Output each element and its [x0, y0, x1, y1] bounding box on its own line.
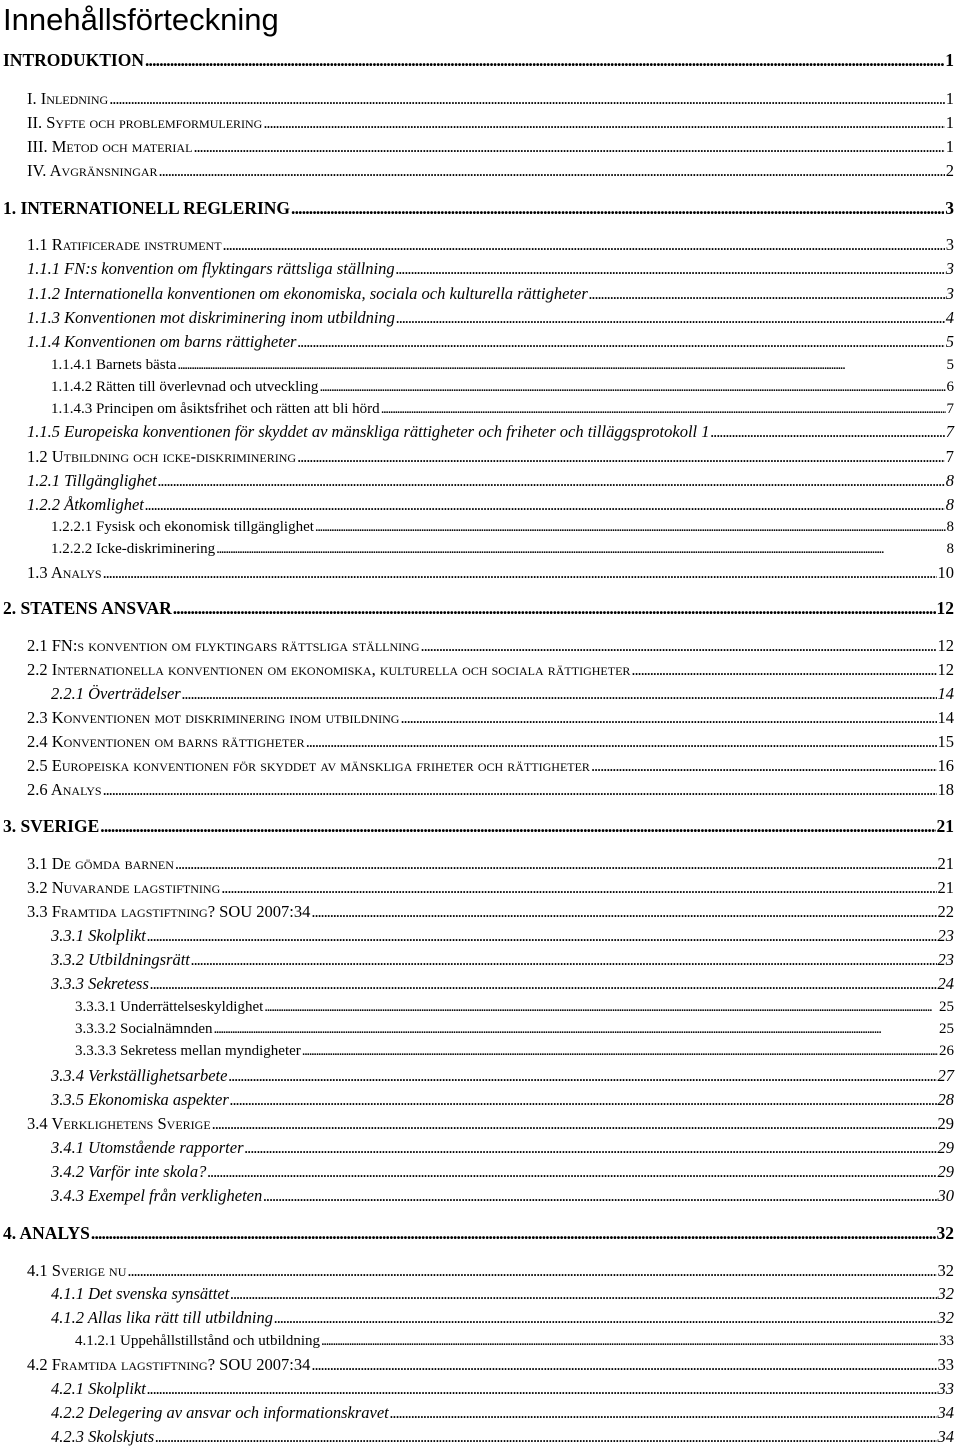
toc-entry[interactable]	[0, 198, 960, 222]
toc-page-number: 8	[946, 541, 954, 557]
toc-entry-text: 1.3 Analys	[27, 563, 102, 582]
toc-leader	[230, 1090, 937, 1110]
toc-entry-text: 3.3 Framtida lagstiftning? SOU 2007:34	[27, 902, 311, 921]
toc-entry-text: II. Syfte och problemformulering	[27, 113, 263, 132]
toc-entry[interactable]	[0, 999, 960, 1019]
toc-page-number: 3	[945, 235, 954, 254]
toc-page-number: 23	[937, 926, 954, 945]
toc-entry-text: 1.1.3 Konventionen mot diskriminering inom utbildning	[27, 308, 396, 327]
toc-entry-text: 3.4.2 Varför inte skola?	[51, 1162, 207, 1181]
toc-page-number: 5	[946, 357, 954, 373]
toc-entry-text: 3.3.5 Ekonomiska aspekter	[51, 1090, 229, 1109]
toc-entry[interactable]	[0, 332, 960, 355]
toc-page-number: 8	[945, 495, 954, 514]
toc-entry[interactable]	[0, 471, 960, 494]
toc-entry-text: 1.1.4.3 Principen om åsiktsfrihet och rätten att bli hörd	[51, 401, 380, 417]
toc-entry-text: 1. INTERNATIONELL REGLERING	[3, 198, 291, 218]
toc-entry-text: 1.1.5 Europeiska konventionen för skyddet av mänskliga rättigheter och friheter och tilläggsprotokoll 1	[27, 422, 710, 441]
toc-entry[interactable]	[0, 1162, 960, 1185]
toc-leader	[191, 950, 937, 970]
toc-leader	[321, 1333, 938, 1350]
toc-entry[interactable]	[0, 1284, 960, 1307]
toc-page-number: 24	[937, 974, 954, 993]
toc-entry[interactable]	[0, 113, 960, 135]
toc-leader	[109, 89, 945, 109]
toc-entry[interactable]	[0, 379, 960, 399]
toc-entry[interactable]	[0, 519, 960, 539]
toc-entry-text: 4.2.1 Skolplikt	[51, 1379, 146, 1398]
toc-page-number: 23	[937, 950, 954, 969]
toc-leader	[182, 684, 937, 704]
toc-page-number: 6	[946, 379, 954, 395]
toc-entry-text: 1.2.2.1 Fysisk och ekonomisk tillgänglighet	[51, 519, 314, 535]
toc-page-number: 2	[945, 161, 954, 180]
toc-entry[interactable]	[0, 447, 960, 469]
toc-page-number: 12	[937, 660, 954, 679]
toc-entry-text: 4.1.2 Allas lika rätt till utbildning	[51, 1308, 274, 1327]
toc-entry-text: 3.3.3 Sekretess	[51, 974, 149, 993]
toc-page-number: 32	[937, 1284, 954, 1303]
toc-entry[interactable]	[0, 308, 960, 331]
toc-page-number: 25	[939, 999, 954, 1015]
toc-page-number: 21	[937, 854, 954, 873]
toc-entry[interactable]	[0, 1021, 960, 1041]
toc-leader	[421, 636, 937, 656]
toc-leader	[212, 1114, 937, 1134]
toc-leader	[173, 598, 936, 619]
toc-page-number: 15	[937, 732, 954, 751]
toc-page-number: 34	[937, 1427, 954, 1446]
toc-page-number: 27	[937, 1066, 954, 1085]
toc-entry[interactable]	[0, 598, 960, 622]
toc-entry-text: 1.1.4.2 Rätten till överlevnad och utveckling	[51, 379, 319, 395]
toc-entry[interactable]	[0, 974, 960, 997]
toc-leader	[150, 974, 937, 994]
toc-page-number: 26	[939, 1043, 954, 1059]
toc-leader	[311, 1355, 936, 1375]
toc-entry[interactable]	[0, 816, 960, 840]
toc-entry-text: 2.2 Internationella konventionen om ekonomiska, kulturella och sociala rättigheter	[27, 660, 631, 679]
toc-entry-text: III. Metod och material	[27, 137, 193, 156]
toc-page-number: 30	[937, 1186, 954, 1205]
toc-leader	[297, 332, 944, 352]
toc-entry-text: 1.2.2 Åtkomlighet	[27, 495, 144, 514]
toc-entry-text: 3.3.3.1 Underrättelseskyldighet	[75, 999, 264, 1015]
toc-entry-text: 1.2.1 Tillgänglighet	[27, 471, 157, 490]
toc-leader	[145, 50, 944, 71]
toc-leader	[631, 660, 936, 680]
toc-page-number: 5	[945, 332, 954, 351]
toc-entry[interactable]	[0, 1261, 960, 1283]
toc-page-number: 32	[937, 1308, 954, 1327]
toc-entry[interactable]	[0, 357, 960, 377]
toc-page-number: 7	[945, 422, 954, 441]
toc-leader	[245, 1138, 937, 1158]
toc-entry[interactable]	[0, 1355, 960, 1377]
toc-entry-text: 2.1 FN:s konvention om flyktingars rättsliga ställning	[27, 636, 420, 655]
toc-page-number: 33	[937, 1379, 954, 1398]
toc-page-number: 1	[945, 50, 954, 70]
toc-leader	[591, 756, 937, 776]
toc-leader	[589, 284, 945, 304]
toc-page-number: 3	[945, 259, 954, 278]
toc-leader	[390, 1403, 937, 1423]
toc-entry[interactable]	[0, 541, 960, 561]
toc-entry-text: 3.3.4 Verkställighetsarbete	[51, 1066, 228, 1085]
toc-leader	[315, 519, 946, 536]
toc-page-number: 8	[945, 471, 954, 490]
toc-page-number: 10	[937, 563, 954, 582]
toc-leader	[319, 379, 945, 396]
toc-leader	[147, 926, 937, 946]
toc-leader	[216, 541, 945, 558]
toc-leader	[223, 235, 945, 255]
toc-leader	[207, 1162, 936, 1182]
toc-entry-text: 1.1.1 FN:s konvention om flyktingars rättsliga ställning	[27, 259, 395, 278]
toc-entry[interactable]	[0, 684, 960, 707]
toc-entry-text: 1.2 Utbildning och icke-diskriminering	[27, 447, 297, 466]
toc-entry-text: 3. SVERIGE	[3, 816, 100, 836]
toc-entry-text: 1.1.4.1 Barnets bästa	[51, 357, 177, 373]
toc-leader	[159, 161, 945, 181]
toc-entry[interactable]	[0, 1308, 960, 1331]
toc-entry-text: 3.4.3 Exempel från verkligheten	[51, 1186, 263, 1205]
toc-entry[interactable]	[0, 89, 960, 111]
toc-entry[interactable]	[0, 902, 960, 924]
toc-page-number: 14	[937, 684, 954, 703]
toc-entry-text: INTRODUKTION	[3, 50, 144, 70]
toc-page-number: 4	[945, 308, 954, 327]
toc-entry[interactable]	[0, 636, 960, 658]
toc-page-number: 3	[945, 198, 954, 218]
toc-leader	[103, 563, 937, 583]
toc-entry[interactable]	[0, 259, 960, 282]
toc-page-number: 32	[936, 1223, 954, 1243]
toc-leader	[175, 854, 937, 874]
toc-leader	[381, 401, 946, 418]
toc-leader	[306, 732, 937, 752]
toc-entry[interactable]	[0, 854, 960, 876]
toc-leader	[396, 308, 945, 328]
toc-entry[interactable]	[0, 495, 960, 518]
toc-entry[interactable]	[0, 1138, 960, 1161]
toc-entry[interactable]	[0, 1379, 960, 1402]
page-title: Innehållsförteckning	[3, 2, 279, 37]
toc-page-number: 29	[937, 1138, 954, 1157]
toc-page-number: 16	[937, 756, 954, 775]
toc-leader	[711, 422, 945, 442]
toc-page-number: 12	[936, 598, 954, 618]
toc-entry[interactable]	[0, 161, 960, 183]
toc-entry[interactable]	[0, 1403, 960, 1426]
toc-entry-text: 1.1.2 Internationella konventionen om ekonomiska, sociala och kulturella rättigheter	[27, 284, 588, 303]
toc-entry-text: 3.3.1 Skolplikt	[51, 926, 146, 945]
toc-leader	[193, 137, 944, 157]
toc-entry[interactable]	[0, 235, 960, 257]
toc-page-number: 29	[937, 1114, 954, 1133]
toc-leader	[177, 357, 945, 374]
toc-page-number: 29	[937, 1162, 954, 1181]
toc-entry-text: 2.4 Konventionen om barns rättigheter	[27, 732, 305, 751]
toc-entry-text: 2.2.1 Överträdelser	[51, 684, 181, 703]
toc-leader	[264, 999, 938, 1016]
toc-entry-text: 1.2.2.2 Icke-diskriminering	[51, 541, 216, 557]
toc-entry-text: 3.1 De gömda barnen	[27, 854, 174, 873]
toc-entry-text: 1.1 Ratificerade instrument	[27, 235, 222, 254]
toc-entry[interactable]	[0, 756, 960, 778]
toc-page-number: 34	[937, 1403, 954, 1422]
toc-leader	[396, 259, 945, 279]
toc-entry[interactable]	[0, 1114, 960, 1136]
toc-entry[interactable]	[0, 780, 960, 802]
toc-page-number: 1	[945, 113, 954, 132]
toc-page-number: 21	[936, 816, 954, 836]
toc-entry[interactable]	[0, 1186, 960, 1209]
toc-entry-text: 3.3.3.3 Sekretess mellan myndigheter	[75, 1043, 301, 1059]
toc-entry[interactable]	[0, 1066, 960, 1089]
toc-entry-text: 4.1.1 Det svenska synsättet	[51, 1284, 230, 1303]
toc-entry[interactable]	[0, 1090, 960, 1113]
toc-leader	[147, 1379, 937, 1399]
toc-leader	[100, 816, 935, 837]
toc-entry[interactable]	[0, 50, 960, 74]
toc-leader	[228, 1066, 936, 1086]
toc-entry-text: 3.4.1 Utomstående rapporter	[51, 1138, 244, 1157]
toc-leader	[103, 780, 937, 800]
toc-leader	[302, 1043, 938, 1060]
toc-entry-text: 4.2 Framtida lagstiftning? SOU 2007:34	[27, 1355, 311, 1374]
toc-entry-text: 3.3.3.2 Socialnämnden	[75, 1021, 213, 1037]
toc-leader	[400, 708, 936, 728]
toc-page-number: 7	[945, 447, 954, 466]
toc-entry[interactable]	[0, 660, 960, 682]
toc-page-number: 33	[939, 1333, 954, 1349]
toc-entry-text: 4. ANALYS	[3, 1223, 90, 1243]
toc-entry-text: 2.3 Konventionen mot diskriminering inom utbildning	[27, 708, 400, 727]
toc-entry-text: 3.4 Verklighetens Sverige	[27, 1114, 211, 1133]
toc-leader	[311, 902, 936, 922]
toc-page-number: 8	[946, 519, 954, 535]
toc-leader	[158, 471, 945, 491]
toc-entry-text: 4.2.3 Skolskjuts	[51, 1427, 155, 1446]
toc-page-number: 18	[937, 780, 954, 799]
toc-entry[interactable]	[0, 1223, 960, 1247]
toc-entry-text: 4.1 Sverige nu	[27, 1261, 127, 1280]
toc-page-number: 33	[937, 1355, 954, 1374]
toc-leader	[263, 1186, 936, 1206]
toc-page-number: 21	[937, 878, 954, 897]
toc-entry[interactable]	[0, 137, 960, 159]
toc-entry[interactable]	[0, 708, 960, 730]
toc-leader	[291, 198, 944, 219]
toc-entry[interactable]	[0, 1333, 960, 1353]
toc-entry[interactable]	[0, 401, 960, 421]
toc-entry-text: 1.1.4 Konventionen om barns rättigheter	[27, 332, 297, 351]
toc-leader	[127, 1261, 936, 1281]
toc-page-number: 7	[946, 401, 954, 417]
toc-entry[interactable]	[0, 950, 960, 973]
toc-entry-text: 3.3.2 Utbildningsrätt	[51, 950, 190, 969]
toc-page-number: 1	[945, 89, 954, 108]
toc-page-number: 22	[937, 902, 954, 921]
toc-page-number: 1	[945, 137, 954, 156]
toc-page-number: 32	[937, 1261, 954, 1280]
toc-leader	[274, 1308, 936, 1328]
toc-leader	[263, 113, 944, 133]
toc-leader	[155, 1427, 936, 1447]
toc-leader	[297, 447, 945, 467]
toc-leader	[221, 878, 936, 898]
toc-entry-text: 2.5 Europeiska konventionen för skyddet av mänskliga friheter och rättigheter	[27, 756, 590, 775]
toc-entry[interactable]	[0, 878, 960, 900]
toc-leader	[213, 1021, 938, 1038]
toc-page-number: 3	[945, 284, 954, 303]
toc-entry-text: 2.6 Analys	[27, 780, 102, 799]
toc-leader	[230, 1284, 936, 1304]
toc-page-number: 14	[937, 708, 954, 727]
toc-page-number: 25	[939, 1021, 954, 1037]
toc-leader	[91, 1223, 936, 1244]
toc-entry[interactable]	[0, 926, 960, 949]
toc-entry[interactable]	[0, 284, 960, 307]
toc-entry-text: 4.2.2 Delegering av ansvar och informationskravet	[51, 1403, 389, 1422]
toc-entry-text: 4.1.2.1 Uppehållstillstånd och utbildning	[75, 1333, 320, 1349]
toc-entry[interactable]	[0, 732, 960, 754]
toc-entry-text: 3.2 Nuvarande lagstiftning	[27, 878, 221, 897]
toc-entry[interactable]	[0, 422, 960, 445]
toc-page-number: 12	[937, 636, 954, 655]
toc-entry-text: I. Inledning	[27, 89, 109, 108]
toc-entry[interactable]	[0, 1043, 960, 1063]
toc-entry-text: IV. Avgränsningar	[27, 161, 158, 180]
toc-entry[interactable]	[0, 563, 960, 585]
toc-entry-text: 2. STATENS ANSVAR	[3, 598, 172, 618]
toc-entry[interactable]	[0, 1427, 960, 1450]
toc-leader	[145, 495, 945, 515]
toc-page-number: 28	[937, 1090, 954, 1109]
